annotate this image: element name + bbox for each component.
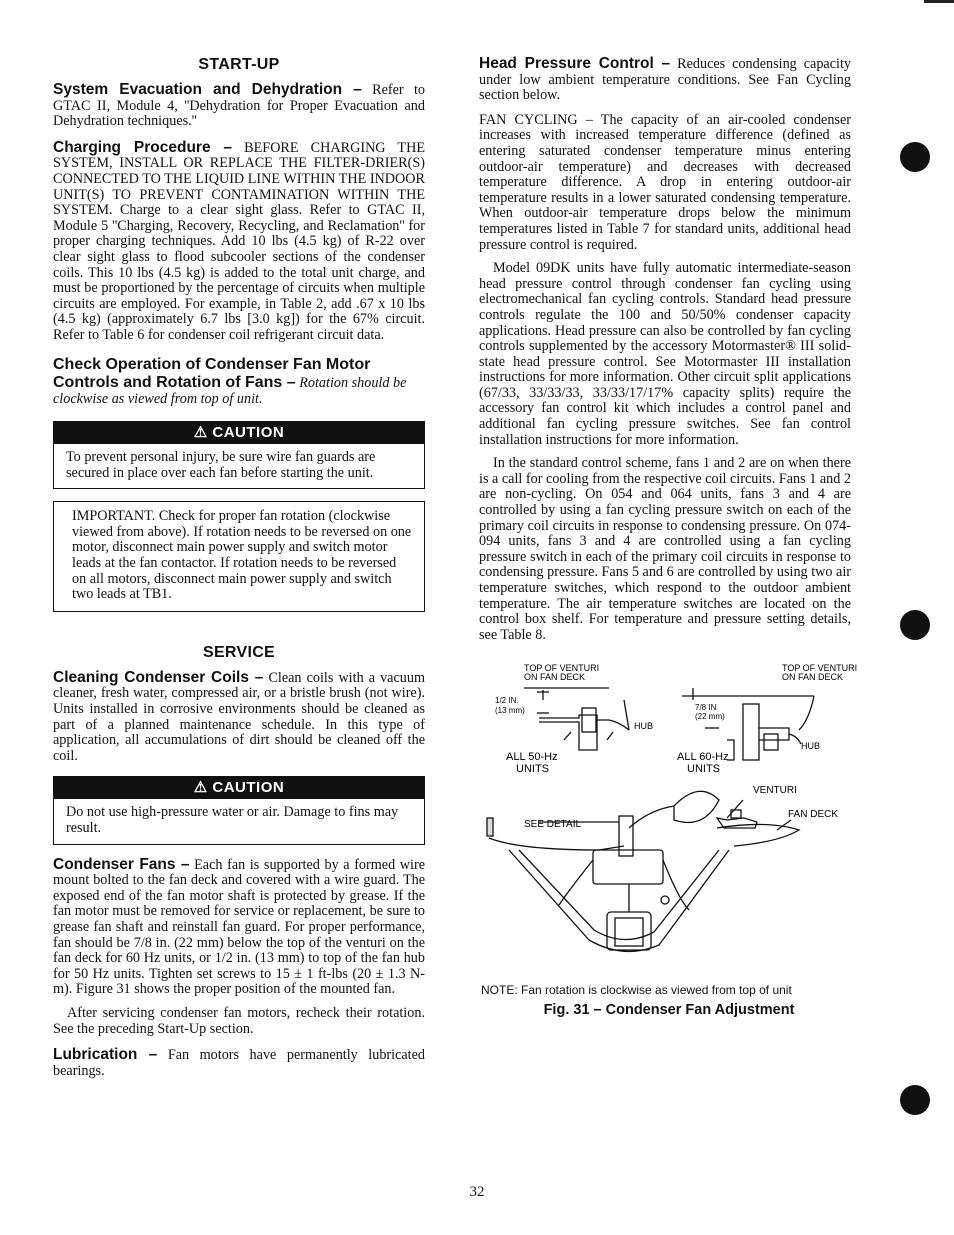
fan-assembly-drawing	[487, 791, 799, 951]
figure-31	[479, 660, 859, 970]
fan-cycling-paragraph: FAN CYCLING – The capacity of an air-cooled condenser increases with increased temperature difference (defined as entering saturated condenser temperature minus entering outdoor-air temperature) and decreases with decreased temperature difference. A drop in entering outdoor-air temperature results in a lower saturated condensing temperature. When outdoor-air temperature drops below the minimum temperatures listed in Table 7 for standard units, additional head pressure control is required.	[479, 111, 851, 253]
important-box: IMPORTANT. Check for proper fan rotation (clockwise viewed from above). If rotation needs to be reversed on one motor, disconnect main power supply and switch motor leads at the fan contactor. If rotation needs to be reversed on all motors, disconnect main power supply and switch two leads at TB1.	[53, 501, 425, 612]
after-paragraph: After servicing condenser fan motors, recheck their rotation. See the preceding Start-Up section.	[53, 1004, 425, 1037]
label-units-50: UNITS	[516, 763, 549, 775]
check-paragraph	[53, 356, 425, 408]
cleaning-paragraph	[53, 670, 425, 765]
charging-heading: Charging Procedure –	[53, 138, 233, 156]
check-text: Rotation should be clockwise as viewed from top of unit.	[53, 374, 407, 407]
startup-title: START-UP	[198, 56, 280, 73]
label-see-detail: SEE DETAIL	[524, 819, 582, 830]
lub-paragraph	[53, 1047, 425, 1079]
label-top-venturi-50: TOP OF VENTURI	[524, 663, 600, 673]
caution-box-pressure	[53, 776, 425, 844]
label-on-fan-deck-60: ON FAN DECK	[782, 672, 844, 682]
label-units-60: UNITS	[687, 763, 720, 775]
label-all-50hz: ALL 50-Hz	[506, 751, 558, 763]
fans-text: Each fan is supported by a formed wire mount bolted to the fan deck and covered with a wire guard. The exposed end of the fan motor shaft is protected by grease. If the fan motor must be removed for service or replacement, be sure to grease fan shaft and reinstall fan guard. For proper performance, fan should be 7/8 in. (22 mm) below the top of the venturi on the fan deck for 60 Hz units, or 1/2 in. (13 mm) to top of the fan hub for 50 Hz units. Tighten set screws to 15 ± 1 ft-lbs (20 ± 1.3 N-m). Figure 31 shows the proper position of the mounted fan.	[53, 856, 425, 998]
caution-text: To prevent personal injury, be sure wire fan guards are secured in place over each fan before starting the unit.	[66, 449, 376, 481]
head-pressure-heading: Head Pressure Control –	[479, 55, 671, 72]
label-78in: 7/8 IN	[695, 703, 717, 712]
page-edge-mark	[924, 0, 954, 3]
caution-box-fan-guards	[53, 421, 425, 489]
label-all-60hz: ALL 60-Hz	[677, 751, 729, 763]
lub-heading: Lubrication –	[53, 1046, 158, 1064]
evac-text: Refer to GTAC II, Module 4, ''Dehydration for Proper Evacuation and Dehydration techniques.''	[53, 82, 425, 130]
head-pressure-paragraph	[479, 56, 851, 104]
fans-paragraph	[53, 857, 425, 998]
head-pressure-text: Reduces condensing capacity under low ambient temperature conditions. See Fan Cycling section below.	[479, 56, 851, 104]
punch-hole-bottom	[900, 1085, 930, 1115]
fans-heading: Condenser Fans –	[53, 855, 190, 873]
label-half-inch: 1/2 IN.	[495, 696, 519, 705]
caution-label: ⚠ CAUTION	[54, 422, 424, 444]
right-column	[479, 56, 851, 651]
lub-text: Fan motors have permanently lubricated bearings.	[53, 1047, 426, 1079]
label-fan-deck: FAN DECK	[788, 809, 839, 820]
evac-heading: System Evacuation and Dehydration –	[53, 81, 362, 98]
punch-hole-middle	[900, 610, 930, 640]
detail-60hz-drawing	[682, 688, 814, 760]
caution-label: ⚠ CAUTION	[54, 777, 424, 799]
label-venturi: VENTURI	[753, 785, 797, 796]
check-heading: Check Operation of Condenser Fan Motor Controls and Rotation of Fans –	[53, 355, 371, 391]
caution-text: Do not use high-pressure water or air. Damage to fins may result.	[66, 804, 399, 836]
charging-text: BEFORE CHARGING THE SYSTEM, INSTALL OR REPLACE THE FILTER-DRIER(S) CONNECTED TO THE LIQUID LINE WITHIN THE INDOOR UNIT(S) TO PREVENT CONTAMINATION WITHIN THE SYSTEM. Charge to a clear sight glass. Refer to GTAC II, Module 5 ''Charging, Recovery, Recycling, and Reclamation'' for proper charging techniques. Add 10 lbs (4.5 kg) of R-22 over clear sight glass to flood subcooler sections of the condenser coils. This 10 lbs (4.5 kg) is added to the total unit charge, and must be proportioned by the percentage of circuits when multiple circuits are employed. For example, in Table 2, add .67 x 10 lbs (4.5 kg) (approximately 6.7 lbs [3.0 kg]) for the 67% circuit. Refer to Table 6 for condenser coil refrigerant circuit data.	[53, 139, 425, 343]
detail-50hz-drawing	[524, 688, 629, 750]
label-on-fan-deck-50: ON FAN DECK	[524, 672, 586, 682]
left-column	[53, 56, 425, 1087]
label-hub-50: HUB	[634, 721, 654, 731]
service-title: SERVICE	[202, 643, 276, 661]
label-top-venturi-60: TOP OF VENTURI	[782, 663, 858, 673]
label-22mm: (22 mm)	[695, 712, 725, 721]
figure-caption: Fig. 31 – Condenser Fan Adjustment	[543, 1002, 795, 1018]
page-number: 32	[469, 1184, 485, 1200]
cleaning-heading: Cleaning Condenser Coils –	[53, 668, 264, 686]
punch-hole-top	[900, 142, 930, 172]
label-13mm: (13 mm)	[495, 706, 525, 715]
evac-paragraph	[53, 82, 425, 130]
standard-control-paragraph: In the standard control scheme, fans 1 and 2 are on when there is a call for cooling from the respective coil circuits. Fans 1 and 2 are non-cycling. On 054 and 064 units, fans 3 and 4 are controlled by using a fan cycling pressure switch on each of the primary coil circuits in response to condensing pressure. On 074-094 units, fans 3 and 4 are controlled using a fan cycling pressure switch in each of the primary coil circuits in response to condensing pressure. Fans 5 and 6 are controlled by using two air temperature switches, which respond to the outdoor ambient temperature. The air temperature switches are located on the control box shelf. For temperature and pressure setting details, see Table 8.	[479, 455, 851, 643]
figure-note: NOTE: Fan rotation is clockwise as viewed from top of unit	[481, 983, 792, 997]
label-hub-60: HUB	[801, 741, 821, 751]
model-paragraph: Model 09DK units have fully automatic intermediate-season head pressure control through condenser fan cycling using electromechanical fan cycling controls. Standard head pressure controls regulate the 100 and 50/50% condenser capacity applications. Head pressure can also be controlled by fan cycling controls supplemented by the accessory Motormaster® III solid-state head pressure control. See Motormaster III installation instructions for more information. Other circuit split applications (67/33, 33/33/33, 33/33/17/17% capacity splits) require the accessory fan control kit which includes a control panel and additional fan cycling pressure switches. See fan control installation instructions for more information.	[479, 260, 851, 448]
fan-adjustment-diagram	[479, 660, 859, 970]
cleaning-text: Clean coils with a vacuum cleaner, fresh water, compressed air, or a bristle brush (not wire). Units installed in corrosive environments should be cleaned as part of a planned maintenance schedule. In this type of application, all accumulations of dirt should be cleaned off the coil.	[53, 669, 425, 764]
charging-paragraph	[53, 140, 425, 344]
